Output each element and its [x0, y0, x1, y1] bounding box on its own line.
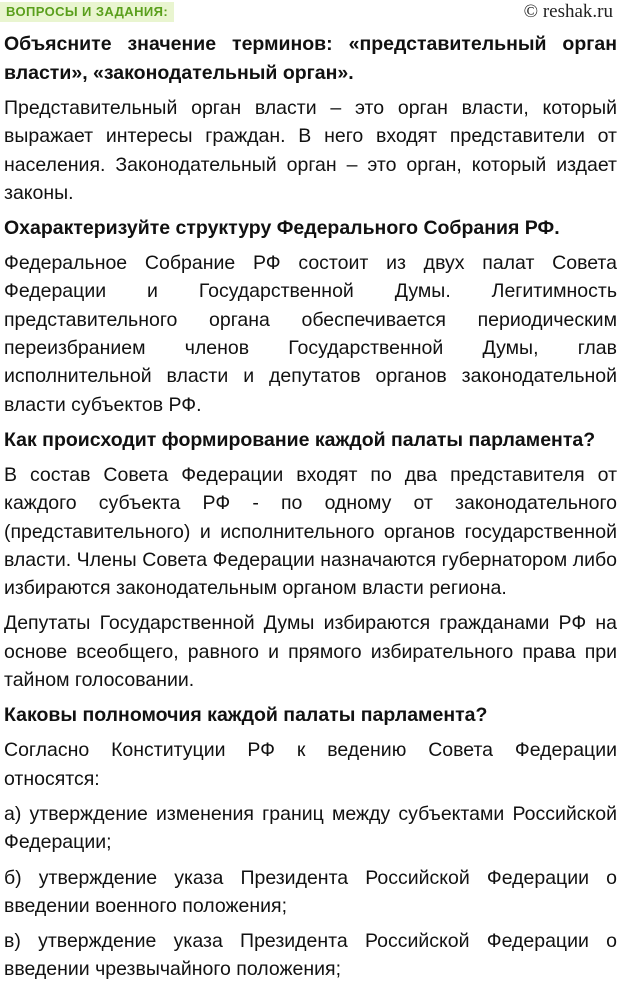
answer-item: в) утверждение указа Президента Российской Федерации о введении чрезвычайного положения;: [4, 930, 617, 981]
answer: Депутаты Государственной Думы избираются гражданами РФ на основе всеобщего, равного и прямого избирательного права при тайном голосовании.: [4, 612, 617, 692]
answer: Федеральное Собрание РФ состоит из двух палат Совета Федерации и Государственной Думы. Легитимность представительного органа обеспечивается периодическим переизбранием членов Государственной Думы, глав исполнительной власти и депутатов органов законодательной власти субъектов РФ.: [4, 252, 617, 416]
answer-item: а) утверждение изменения границ между субъектами Российской Федерации;: [4, 802, 617, 854]
answer: Представительный орган власти – это орган власти, который выражает интересы граждан. В него входят представители от населения. Законодательный орган – это орган, который издает законы.: [4, 97, 617, 204]
qa-block: [4, 701, 617, 983]
watermark: © reshak.ru: [523, 1, 613, 22]
section-label: ВОПРОСЫ И ЗАДАНИЯ:: [0, 2, 174, 22]
question: Охарактеризуйте структуру Федерального Собрания РФ.: [4, 217, 560, 240]
answer: Согласно Конституции РФ к ведению Совета Федерации относятся:: [4, 739, 617, 790]
answer-item: б) утверждение указа Президента Российской Федерации о введении военного положения;: [4, 866, 617, 917]
question: Как происходит формирование каждой палаты парламента?: [4, 428, 596, 451]
question: Каковы полномочия каждой палаты парламента?: [4, 704, 488, 727]
qa-block: [4, 214, 617, 419]
qa-block: [4, 426, 617, 694]
qa-block: [4, 30, 617, 207]
header-bar: [0, 0, 619, 26]
content: [4, 30, 617, 991]
answer: В состав Совета Федерации входят по два представителя от каждого субъекта РФ - по одному от законодательного (представительного) и исполнительного органов государственной власти. Члены Совета Федерации назначаются губернатором либо избираются законодательным органом власти региона.: [4, 463, 617, 600]
question: Объясните значение терминов: «представительный орган власти», «законодательный орган».: [4, 33, 617, 84]
